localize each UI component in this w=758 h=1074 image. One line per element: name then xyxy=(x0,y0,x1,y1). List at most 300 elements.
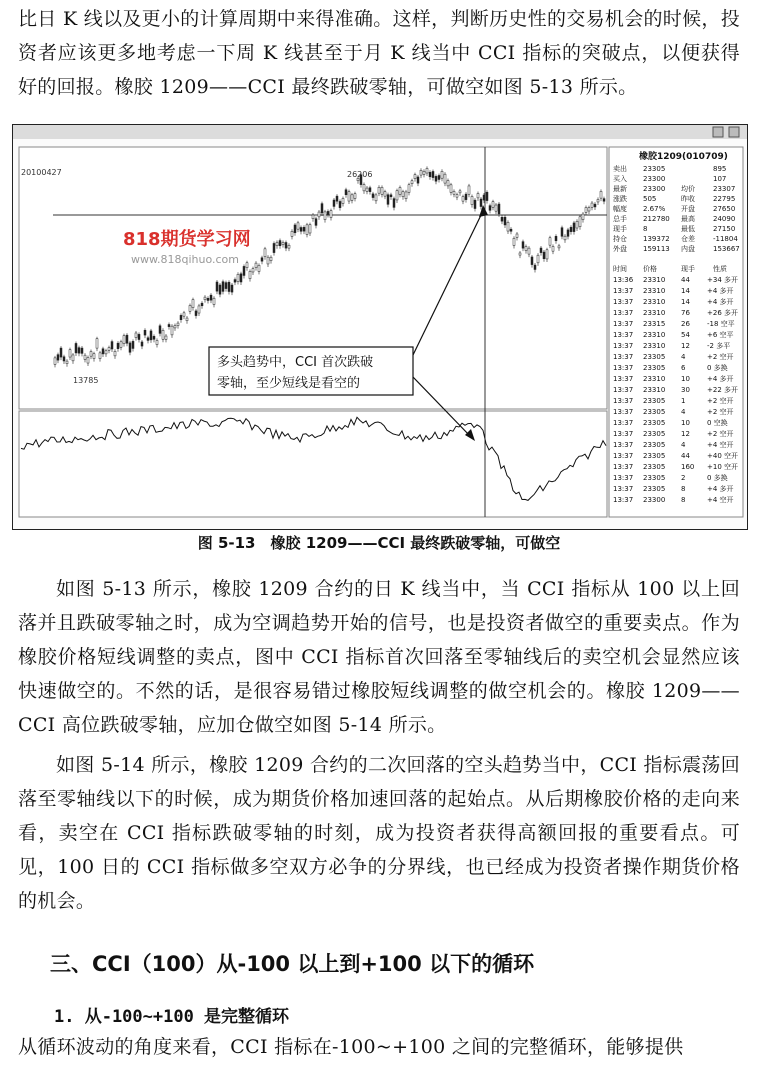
candle-body xyxy=(558,246,560,248)
tick-cell: +2 空开 xyxy=(707,353,734,361)
candle-body xyxy=(354,194,356,199)
candle-body xyxy=(363,185,365,191)
window-titlebar xyxy=(13,125,747,139)
quote-cell: 895 xyxy=(713,165,727,173)
tick-cell: 13:37 xyxy=(613,463,634,471)
tick-cell: +4 空开 xyxy=(707,441,734,449)
candle-body xyxy=(57,355,59,361)
candle-body xyxy=(405,192,407,199)
candle-body xyxy=(90,352,92,357)
candle-body xyxy=(591,203,593,207)
candle-body xyxy=(441,171,443,178)
quote-cell: 2.67% xyxy=(643,205,666,213)
candle-body xyxy=(306,225,308,235)
candle-body xyxy=(579,217,581,227)
tick-cell: 13:37 xyxy=(613,386,634,394)
candle-body xyxy=(276,242,278,245)
candle-body xyxy=(444,174,446,183)
candle-body xyxy=(75,343,77,353)
quote-cell: 24090 xyxy=(713,215,736,223)
tick-cell: 23305 xyxy=(643,419,666,427)
candle-body xyxy=(102,349,104,354)
watermark-url: www.818qihuo.com xyxy=(131,253,239,266)
candle-body xyxy=(519,253,521,255)
annotation-line-2: 零轴，至少短线是看空的 xyxy=(217,376,361,391)
candle-body xyxy=(549,238,551,245)
quote-cell: 23305 xyxy=(643,165,666,173)
tick-cell: 23310 xyxy=(643,276,666,284)
tick-cell: 10 xyxy=(681,419,690,427)
candle-body xyxy=(429,172,431,176)
quote-cell: 卖出 xyxy=(613,165,627,173)
quote-cell: 幅度 xyxy=(613,205,627,213)
quote-cell: 持仓 xyxy=(613,235,627,243)
candle-body xyxy=(387,195,389,205)
candle-body xyxy=(450,185,452,193)
tick-cell: 13:37 xyxy=(613,364,634,372)
candle-body xyxy=(333,200,335,206)
candle-body xyxy=(99,353,101,359)
quote-cell: 22795 xyxy=(713,195,736,203)
candle-body xyxy=(384,192,386,196)
tick-cell: 4 xyxy=(681,353,686,361)
tick-cell: 4 xyxy=(681,408,686,416)
tick-cell: 23315 xyxy=(643,320,666,328)
candle-body xyxy=(228,282,230,291)
tick-cell: 6 xyxy=(681,364,686,372)
tick-cell: 13:37 xyxy=(613,452,634,460)
tick-cell: 13:37 xyxy=(613,320,634,328)
candle-body xyxy=(315,219,317,226)
candle-body xyxy=(114,351,116,356)
candle-body xyxy=(135,333,137,338)
tick-cell: 160 xyxy=(681,463,695,471)
candle-body xyxy=(420,170,422,175)
tick-cell: 30 xyxy=(681,386,690,394)
tick-cell: 13:37 xyxy=(613,485,634,493)
tick-cell: 23310 xyxy=(643,287,666,295)
figure-caption: 图 5-13 橡胶 1209——CCI 最终跌破零轴，可做空 xyxy=(197,534,561,552)
tick-cell: 23305 xyxy=(643,474,666,482)
candle-body xyxy=(189,305,191,311)
tick-cell: 13:37 xyxy=(613,496,634,504)
candle-body xyxy=(336,196,338,201)
candle-body xyxy=(72,355,74,361)
candle-body xyxy=(321,204,323,213)
candle-body xyxy=(492,202,494,208)
quote-cell: 涨跌 xyxy=(613,195,627,203)
tick-cell: +22 多开 xyxy=(707,386,738,394)
candle-body xyxy=(312,215,314,219)
quote-cell: 仓差 xyxy=(681,235,695,243)
candle-body xyxy=(465,194,467,200)
candle-body xyxy=(600,191,602,198)
candle-body xyxy=(288,245,290,248)
tick-cell: 23305 xyxy=(643,485,666,493)
candle-body xyxy=(66,361,68,364)
tick-cell: 44 xyxy=(681,276,690,284)
quote-cell: 159113 xyxy=(643,245,670,253)
candle-body xyxy=(588,208,590,211)
tick-cell: 23305 xyxy=(643,430,666,438)
candle-body xyxy=(78,348,80,354)
candle-body xyxy=(462,197,464,202)
tick-cell: +26 多开 xyxy=(707,309,738,317)
tick-cell: 2 xyxy=(681,474,686,482)
candle-body xyxy=(582,214,584,220)
quote-cell: 均价 xyxy=(681,185,695,193)
tick-cell: -18 空平 xyxy=(707,320,735,328)
tick-cell: 23300 xyxy=(643,496,666,504)
candle-body xyxy=(543,252,545,259)
candle-body xyxy=(390,195,392,197)
candle-body xyxy=(366,188,368,191)
tick-cell: 13:37 xyxy=(613,287,634,295)
candle-body xyxy=(198,306,200,313)
candle-body xyxy=(237,274,239,281)
candle-body xyxy=(117,343,119,349)
tick-cell: 13:37 xyxy=(613,408,634,416)
quote-cell: 最低 xyxy=(681,225,695,233)
candle-body xyxy=(555,236,557,240)
quote-cell: 买入 xyxy=(613,175,627,183)
quote-cell: 153667 xyxy=(713,245,740,253)
tick-cell: 23305 xyxy=(643,452,666,460)
candle-body xyxy=(546,250,548,259)
candle-body xyxy=(282,242,284,244)
tick-cell: 13:37 xyxy=(613,474,634,482)
candle-body xyxy=(270,257,272,260)
quote-cell: 总手 xyxy=(613,215,627,223)
tick-cell: +4 空开 xyxy=(707,496,734,504)
tick-cell: 23310 xyxy=(643,386,666,394)
candle-body xyxy=(402,192,404,197)
candle-body xyxy=(552,246,554,251)
candle-body xyxy=(369,188,371,192)
candle-body xyxy=(138,334,140,339)
candle-body xyxy=(279,241,281,246)
candle-body xyxy=(150,331,152,340)
tick-cell: 13:36 xyxy=(613,276,634,284)
candle-body xyxy=(240,274,242,282)
quote-cell: 23307 xyxy=(713,185,736,193)
candle-body xyxy=(258,265,260,271)
candle-body xyxy=(162,330,164,339)
candle-body xyxy=(498,204,500,214)
candle-body xyxy=(219,285,221,294)
candle-body xyxy=(195,311,197,316)
candle-body xyxy=(408,185,410,193)
candle-body xyxy=(132,341,134,348)
quote-cell: 昨收 xyxy=(681,195,695,203)
candle-body xyxy=(447,181,449,186)
candle-body xyxy=(183,313,185,316)
candle-body xyxy=(108,348,110,351)
candle-body xyxy=(273,243,275,252)
candle-body xyxy=(351,195,353,201)
top-left-date: 20100427 xyxy=(21,168,62,177)
tick-cell: 13:37 xyxy=(613,342,634,350)
tick-cell: 13:37 xyxy=(613,430,634,438)
candle-body xyxy=(96,339,98,348)
tick-cell: 13:37 xyxy=(613,309,634,317)
candle-body xyxy=(111,342,113,349)
tick-cell: 23305 xyxy=(643,397,666,405)
candle-body xyxy=(294,225,296,233)
tick-cell: 76 xyxy=(681,309,690,317)
candle-body xyxy=(174,325,176,327)
candle-body xyxy=(378,187,380,193)
candle-body xyxy=(597,199,599,202)
quote-cell: 开盘 xyxy=(681,205,695,213)
price-high-label: 26206 xyxy=(347,170,373,179)
candle-body xyxy=(81,348,83,353)
quote-cell: 23300 xyxy=(643,175,666,183)
tick-cell: 13:37 xyxy=(613,331,634,339)
candle-body xyxy=(141,342,143,346)
candle-body xyxy=(54,358,56,364)
candle-body xyxy=(129,343,131,352)
candle-body xyxy=(264,249,266,257)
candle-body xyxy=(603,199,605,202)
tick-cell: 26 xyxy=(681,320,690,328)
candle-body xyxy=(177,323,179,326)
candle-body xyxy=(393,199,395,208)
candle-body xyxy=(225,283,227,289)
tick-cell: +6 空平 xyxy=(707,331,734,339)
tick-cell: 12 xyxy=(681,430,690,438)
candle-body xyxy=(501,217,503,221)
tick-cell: 23305 xyxy=(643,408,666,416)
candle-body xyxy=(69,350,71,357)
candle-body xyxy=(300,227,302,231)
quote-cell: 505 xyxy=(643,195,657,203)
close-icon[interactable] xyxy=(729,127,739,137)
quote-cell: 23300 xyxy=(643,185,666,193)
candle-body xyxy=(222,282,224,292)
tick-cell: 0 多换 xyxy=(707,364,728,372)
candle-body xyxy=(561,228,563,237)
quote-cell: 107 xyxy=(713,175,727,183)
candle-body xyxy=(210,295,212,300)
watermark-logo: 818期货学习网 xyxy=(123,229,251,250)
candle-body xyxy=(303,227,305,231)
candle-body xyxy=(87,357,89,363)
candle-body xyxy=(186,318,188,321)
tick-cell: +2 空开 xyxy=(707,430,734,438)
candle-body xyxy=(243,266,245,275)
candle-body xyxy=(192,300,194,308)
candle-body xyxy=(339,201,341,207)
candle-body xyxy=(327,211,329,214)
candle-body xyxy=(486,192,488,200)
candle-body xyxy=(213,298,215,304)
tick-cell: 23310 xyxy=(643,331,666,339)
tick-cell: 23305 xyxy=(643,441,666,449)
tick-cell: 13:37 xyxy=(613,419,634,427)
candle-body xyxy=(207,298,209,300)
candle-body xyxy=(585,207,587,212)
candle-body xyxy=(309,225,311,233)
candle-body xyxy=(261,258,263,261)
quote-cell: -11804 xyxy=(713,235,738,243)
tick-cell: 12 xyxy=(681,342,690,350)
closing-paragraph: 从循环波动的角度来看，CCI 指标在-100~+100 之间的完整循环，能够提供 xyxy=(18,1036,684,1058)
candle-body xyxy=(180,315,182,319)
candle-body xyxy=(159,326,161,334)
candle-body xyxy=(534,265,536,269)
intro-paragraph: 比日 K 线以及更小的计算周期中来得准确。这样，判断历史性的交易机会的时候，投资者应该更多地考虑一下周 K 线甚至于月 K 线当中 CCI 指标的突破点，以便获得好的回报。橡胶 1209——CCI 最终跌破零轴，可做空如图 5-13 所示。 xyxy=(18,8,740,98)
candle-body xyxy=(246,263,248,268)
quote-cell: 139372 xyxy=(643,235,670,243)
candle-body xyxy=(471,196,473,204)
tick-cell: 4 xyxy=(681,441,686,449)
tick-cell: 13:37 xyxy=(613,441,634,449)
section-subheading: 1. 从-100~+100 是完整循环 xyxy=(54,1007,290,1027)
tick-cell: +10 空开 xyxy=(707,463,738,471)
candle-body xyxy=(201,303,203,306)
candle-body xyxy=(417,177,419,183)
candle-body xyxy=(252,269,254,272)
candle-body xyxy=(93,354,95,359)
candle-body xyxy=(480,199,482,207)
candle-body xyxy=(375,195,377,201)
candle-body xyxy=(540,248,542,253)
candle-body xyxy=(528,248,530,254)
candle-body xyxy=(411,181,413,184)
quote-cell: 27150 xyxy=(713,225,736,233)
candle-body xyxy=(432,171,434,177)
candle-body xyxy=(324,212,326,220)
candle-body xyxy=(126,335,128,343)
candle-body xyxy=(399,187,401,194)
tick-cell: +2 空开 xyxy=(707,408,734,416)
tick-cell: +4 多开 xyxy=(707,485,734,493)
tick-header-cell: 价格 xyxy=(643,265,657,273)
candle-body xyxy=(495,205,497,211)
candle-body xyxy=(156,340,158,344)
candle-body xyxy=(570,227,572,231)
candle-body xyxy=(531,257,533,265)
tick-cell: +4 多开 xyxy=(707,287,734,295)
tick-cell: 14 xyxy=(681,287,690,295)
quote-cell: 最新 xyxy=(613,185,627,193)
tick-header-cell: 现手 xyxy=(681,265,695,273)
candle-body xyxy=(171,326,173,335)
candle-body xyxy=(153,336,155,339)
quote-cell: 外盘 xyxy=(613,245,627,253)
candle-body xyxy=(84,355,86,359)
candle-body xyxy=(381,187,383,194)
candle-body xyxy=(435,176,437,181)
tick-cell: 14 xyxy=(681,298,690,306)
quote-cell: 现手 xyxy=(613,225,627,233)
tick-cell: 44 xyxy=(681,452,690,460)
tick-cell: 23305 xyxy=(643,364,666,372)
chart-figure xyxy=(12,124,748,530)
candle-body xyxy=(489,206,491,211)
candle-body xyxy=(168,324,170,326)
tick-cell: 0 空换 xyxy=(707,419,728,427)
candle-body xyxy=(297,223,299,229)
candle-body xyxy=(372,194,374,198)
candle-body xyxy=(516,234,518,237)
tick-cell: 13:37 xyxy=(613,353,634,361)
tick-header-cell: 性质 xyxy=(713,265,727,273)
tick-cell: 13:37 xyxy=(613,397,634,405)
quote-panel-title: 橡胶1209(010709) xyxy=(639,152,728,162)
candle-body xyxy=(291,231,293,236)
candle-body xyxy=(318,212,320,217)
candle-body xyxy=(396,191,398,200)
candle-body xyxy=(147,338,149,341)
tick-cell: 23310 xyxy=(643,342,666,350)
tick-header-cell: 时间 xyxy=(613,265,627,273)
candle-body xyxy=(231,285,233,292)
candle-body xyxy=(204,297,206,300)
cci-pane xyxy=(19,411,607,517)
candle-body xyxy=(345,190,347,195)
candle-body xyxy=(474,200,476,208)
candle-body xyxy=(249,271,251,278)
tick-cell: 13:37 xyxy=(613,298,634,306)
candle-body xyxy=(423,171,425,174)
candle-body xyxy=(63,357,65,361)
price-low-label: 13785 xyxy=(73,376,99,385)
tick-cell: 8 xyxy=(681,496,686,504)
tick-cell: 0 多换 xyxy=(707,474,728,482)
candle-body xyxy=(594,204,596,207)
tick-cell: +2 空开 xyxy=(707,397,734,405)
quote-cell: 最高 xyxy=(681,215,695,223)
section-heading: 三、CCI（100）从-100 以上到+100 以下的循环 xyxy=(50,952,535,976)
quote-cell: 8 xyxy=(643,225,648,233)
quote-cell: 27650 xyxy=(713,205,736,213)
candle-body xyxy=(234,280,236,283)
candle-body xyxy=(348,192,350,201)
candle-body xyxy=(576,221,578,228)
tick-cell: 23310 xyxy=(643,298,666,306)
candle-body xyxy=(522,242,524,249)
tick-cell: 8 xyxy=(681,485,686,493)
candle-body xyxy=(255,263,257,268)
tick-cell: 54 xyxy=(681,331,690,339)
candle-body xyxy=(483,195,485,200)
candle-body xyxy=(504,217,506,225)
candle-body xyxy=(123,336,125,344)
candle-body xyxy=(567,230,569,236)
tick-cell: 13:37 xyxy=(613,375,634,383)
tick-cell: 10 xyxy=(681,375,690,383)
candle-body xyxy=(285,242,287,248)
candle-body xyxy=(144,330,146,335)
candle-body xyxy=(426,168,428,173)
tick-cell: 23310 xyxy=(643,309,666,317)
candle-body xyxy=(438,175,440,179)
tick-cell: -2 多平 xyxy=(707,342,731,350)
tick-cell: 1 xyxy=(681,397,686,405)
tick-cell: +34 多开 xyxy=(707,276,738,284)
candle-body xyxy=(537,255,539,263)
candle-body xyxy=(120,342,122,348)
candle-body xyxy=(510,229,512,231)
candle-body xyxy=(60,348,62,357)
candle-body xyxy=(453,191,455,194)
candle-body xyxy=(330,211,332,218)
tick-cell: +4 多开 xyxy=(707,298,734,306)
candle-body xyxy=(105,351,107,354)
minimize-icon[interactable] xyxy=(713,127,723,137)
